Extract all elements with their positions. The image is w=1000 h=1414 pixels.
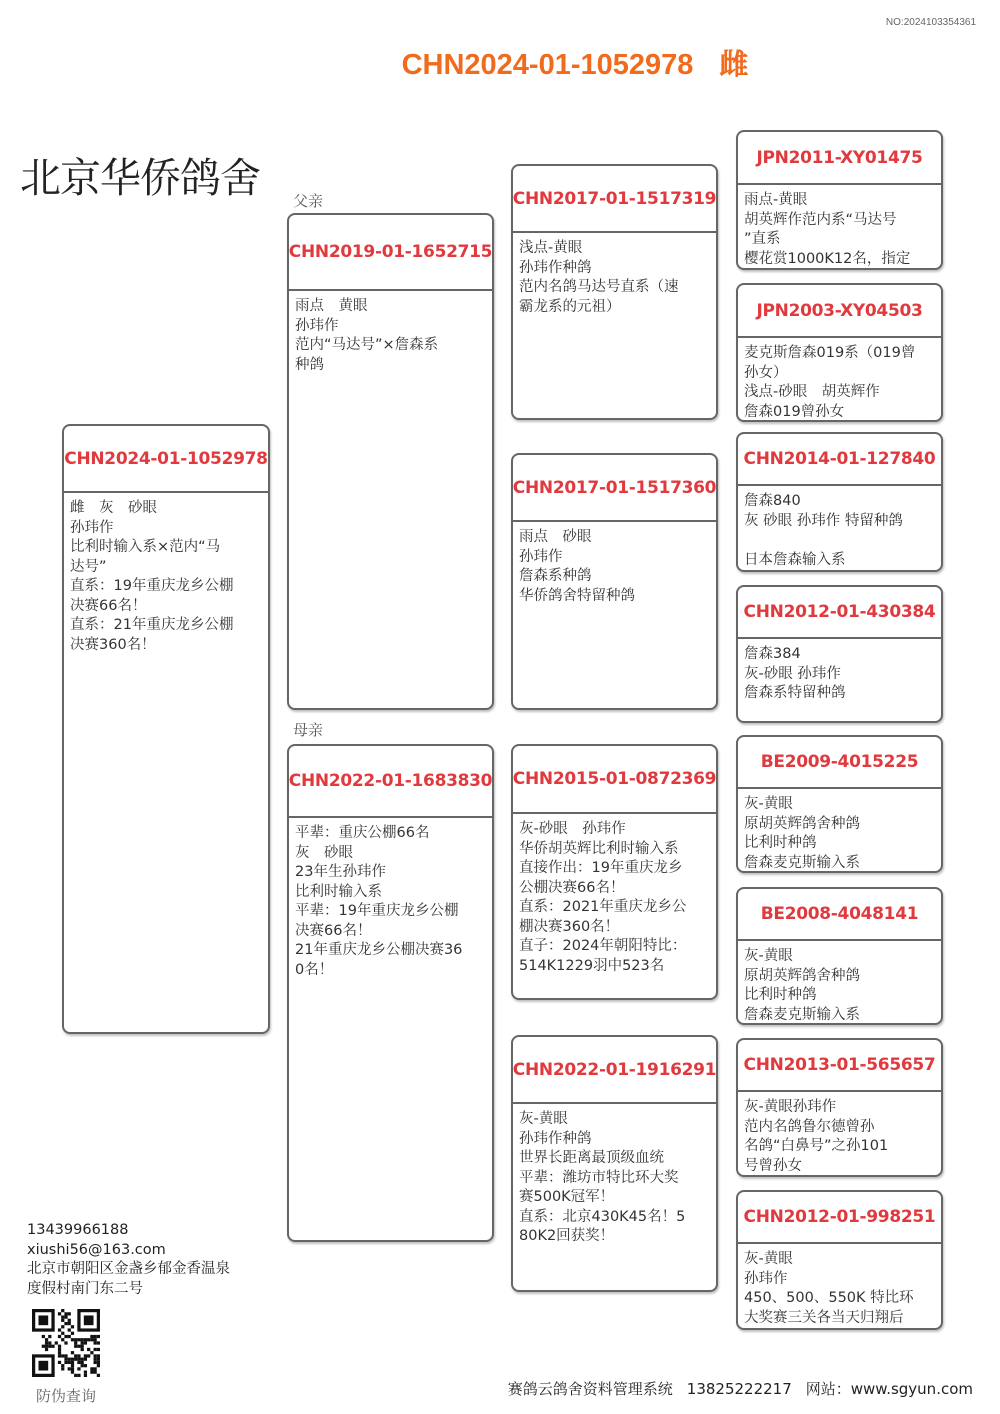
note-line: 雨点 砂眼: [519, 529, 592, 545]
note-line: 号曾孙女: [744, 1157, 802, 1174]
footer: [494, 1378, 973, 1399]
note-line: 0名！: [295, 961, 334, 978]
note-line: 世界长距离最顶级血统: [519, 1150, 664, 1166]
note-line: 灰 砂眼 孙玮作 特留种鸽: [744, 512, 903, 529]
note-line: 灰 砂眼: [295, 844, 353, 861]
pedigree-card-sire[interactable]: [287, 213, 494, 710]
note-line: 原胡英辉鸽舍种鸽: [744, 967, 860, 984]
ring-number: CHN2017-01-1517319: [513, 166, 716, 233]
note-line: 比利时种鸽: [744, 987, 817, 1003]
ring-number: CHN2022-01-1683830: [289, 746, 492, 818]
sire-label: 父亲: [293, 192, 324, 210]
note-line: 浅点-黄眼: [519, 240, 583, 256]
document-number: NO:2024103354361: [885, 17, 976, 28]
pedigree-card-sire-sire[interactable]: [511, 164, 718, 420]
footer-phone: 13825222217: [686, 1380, 792, 1398]
title-ring: CHN2024-01-1052978: [401, 49, 694, 81]
ring-number: JPN2011-XY01475: [738, 132, 941, 185]
ring-number: CHN2014-01-127840: [738, 434, 941, 486]
note-line: 灰-砂眼 孙玮作: [519, 821, 626, 837]
pedigree-card-sire-dam[interactable]: [511, 453, 718, 710]
card-notes: [513, 522, 716, 606]
note-line: 詹森019曾孙女: [744, 403, 845, 420]
ring-number: CHN2012-01-430384: [738, 587, 941, 639]
note-line: 华侨胡英辉比利时输入系: [519, 840, 679, 857]
pedigree-card-dam-sire[interactable]: [511, 744, 718, 1000]
card-notes: [738, 789, 941, 873]
ring-number: BE2009-4015225: [738, 737, 941, 789]
note-line: 直系：21年重庆龙乡公棚: [70, 617, 234, 633]
ring-number: CHN2013-01-565657: [738, 1040, 941, 1092]
note-line: 赛500K冠军！: [519, 1189, 615, 1205]
pedigree-card-dam[interactable]: [287, 744, 494, 1242]
note-line: 平辈：潍坊市特比环大奖: [519, 1169, 679, 1186]
note-line: 80K2回获奖！: [519, 1228, 615, 1244]
qr-code[interactable]: [32, 1309, 100, 1377]
card-notes: [513, 233, 716, 317]
card-notes: [513, 1104, 716, 1247]
note-line: 棚决赛360名！: [519, 918, 620, 935]
note-line: 浅点-砂眼 胡英辉作: [744, 384, 880, 400]
note-line: 灰-砂眼 孙玮作: [744, 665, 841, 682]
note-line: 决赛66名！: [70, 597, 147, 614]
note-line: 孙玮作: [744, 1270, 788, 1287]
note-line: 詹森麦克斯输入系: [744, 1006, 860, 1023]
note-line: 樱花赏1000K12名，指定: [744, 250, 911, 267]
pedigree-card-ds-dam[interactable]: [736, 887, 943, 1025]
note-line: 霸龙系的元祖）: [519, 298, 621, 315]
title-sex: 雌: [719, 49, 749, 81]
note-line: 21年重庆龙乡公棚决赛36: [295, 942, 463, 958]
ring-number: CHN2022-01-1916291: [513, 1037, 716, 1104]
note-line: 胡英辉作范内系“马达号: [744, 211, 897, 228]
note-line: 詹森系特留种鸽: [744, 685, 846, 701]
contact-info: [27, 1221, 230, 1299]
card-notes: [289, 291, 492, 375]
note-line: 孙玮作种鸽: [519, 1130, 592, 1147]
pedigree-card-ss-sire[interactable]: [736, 130, 943, 270]
contact-email: xiushi56@163.com: [27, 1241, 166, 1258]
ring-number: JPN2003-XY04503: [738, 285, 941, 338]
note-line: 直系：19年重庆龙乡公棚: [70, 578, 234, 594]
note-line: 孙玮作: [519, 548, 563, 565]
note-line: ”直系: [744, 231, 781, 247]
pedigree-card-ds-sire[interactable]: [736, 735, 943, 873]
ring-number: BE2008-4048141: [738, 889, 941, 941]
note-line: 雌 灰 砂眼: [70, 500, 157, 516]
card-notes: [738, 1092, 941, 1176]
ring-number: CHN2015-01-0872369: [513, 746, 716, 814]
card-notes: [738, 486, 941, 570]
note-line: 决赛360名！: [70, 636, 156, 653]
note-line: 公棚决赛66名！: [519, 879, 625, 896]
note-line: 范内名鸽鲁尔德曾孙: [744, 1118, 875, 1135]
card-notes: [738, 941, 941, 1025]
note-line: 灰-黄眼: [744, 796, 793, 812]
note-line: 华侨鸽舍特留种鸽: [519, 587, 635, 604]
qr-label: 防伪查询: [36, 1387, 97, 1405]
card-notes: [738, 185, 941, 269]
note-line: 孙女）: [744, 364, 788, 381]
note-line: 决赛66名！: [295, 922, 372, 939]
note-line: 灰-黄眼: [744, 1251, 793, 1267]
pedigree-card-dd-sire[interactable]: [736, 1038, 943, 1177]
note-line: 雨点 黄眼: [295, 298, 368, 314]
note-line: 范内名鸽马达号直系（速: [519, 279, 679, 295]
card-notes: [289, 818, 492, 980]
pedigree-card-sd-dam[interactable]: [736, 585, 943, 723]
note-line: 詹森840: [744, 493, 801, 509]
note-line: 直系：2021年重庆龙乡公: [519, 899, 687, 915]
pedigree-card-dam-dam[interactable]: [511, 1035, 718, 1292]
ring-number: CHN2012-01-998251: [738, 1192, 941, 1244]
note-line: 平辈：19年重庆龙乡公棚: [295, 903, 459, 919]
card-notes: [738, 639, 941, 704]
card-notes: [64, 493, 268, 655]
ring-number: CHN2024-01-1052978: [64, 426, 268, 493]
note-line: [744, 531, 935, 551]
note-line: 直接作出：19年重庆龙乡: [519, 860, 683, 876]
note-line: 平辈：重庆公棚66名: [295, 825, 430, 841]
note-line: 雨点-黄眼: [744, 192, 808, 208]
note-line: 大奖赛三关各当天归翔后: [744, 1309, 904, 1326]
contact-address-1: 北京市朝阳区金盏乡郁金香温泉: [27, 1261, 230, 1277]
ring-number: CHN2017-01-1517360: [513, 455, 716, 522]
note-line: 范内“马达号”×詹森系: [295, 337, 439, 353]
note-line: 孙玮作: [70, 519, 114, 536]
note-line: 孙玮作种鸽: [519, 259, 592, 276]
contact-phone: 13439966188: [27, 1222, 129, 1238]
card-notes: [738, 1244, 941, 1328]
page-title: [0, 42, 1000, 83]
note-line: 原胡英辉鸽舍种鸽: [744, 815, 860, 832]
note-line: 比利时输入系: [295, 883, 382, 900]
note-line: 23年生孙玮作: [295, 864, 386, 880]
note-line: 孙玮作: [295, 317, 339, 334]
note-line: 灰-黄眼: [519, 1111, 568, 1127]
footer-website[interactable]: 网站：www.sgyun.com: [805, 1380, 973, 1398]
card-notes: [513, 814, 716, 976]
pedigree-card-subject[interactable]: [62, 424, 270, 1034]
note-line: 514K1229羽中523名: [519, 957, 665, 974]
note-line: 比利时种鸽: [744, 835, 817, 851]
note-line: 达号”: [70, 558, 107, 575]
pedigree-card-dd-dam[interactable]: [736, 1190, 943, 1330]
loft-name: 北京华侨鸽舍: [20, 154, 260, 202]
note-line: 直子：2024年朝阳特比：: [519, 938, 687, 954]
pedigree-card-sd-sire[interactable]: [736, 432, 943, 572]
note-line: 灰-黄眼: [744, 948, 793, 964]
ring-number: CHN2019-01-1652715: [289, 215, 492, 291]
note-line: 麦克斯詹森019系（019曾: [744, 345, 916, 361]
card-notes: [738, 338, 941, 422]
note-line: 名鸽“白鼻号”之孙101: [744, 1138, 889, 1154]
note-line: 比利时输入系×范内“马: [70, 539, 221, 555]
note-line: 直系：北京430K45名！5: [519, 1208, 686, 1225]
contact-address-2: 度假村南门东二号: [27, 1280, 143, 1297]
pedigree-card-ss-dam[interactable]: [736, 283, 943, 422]
note-line: 日本詹森输入系: [744, 551, 846, 568]
dam-label: 母亲: [293, 721, 324, 739]
note-line: 詹森麦克斯输入系: [744, 854, 860, 871]
note-line: 詹森系种鸽: [519, 568, 592, 584]
note-line: 种鸽: [295, 356, 324, 373]
note-line: 450、500、550K 特比环: [744, 1290, 914, 1306]
note-line: 詹森384: [744, 646, 801, 662]
footer-system: 赛鸽云鸽舍资料管理系统: [507, 1380, 673, 1398]
note-line: 灰-黄眼孙玮作: [744, 1099, 837, 1115]
